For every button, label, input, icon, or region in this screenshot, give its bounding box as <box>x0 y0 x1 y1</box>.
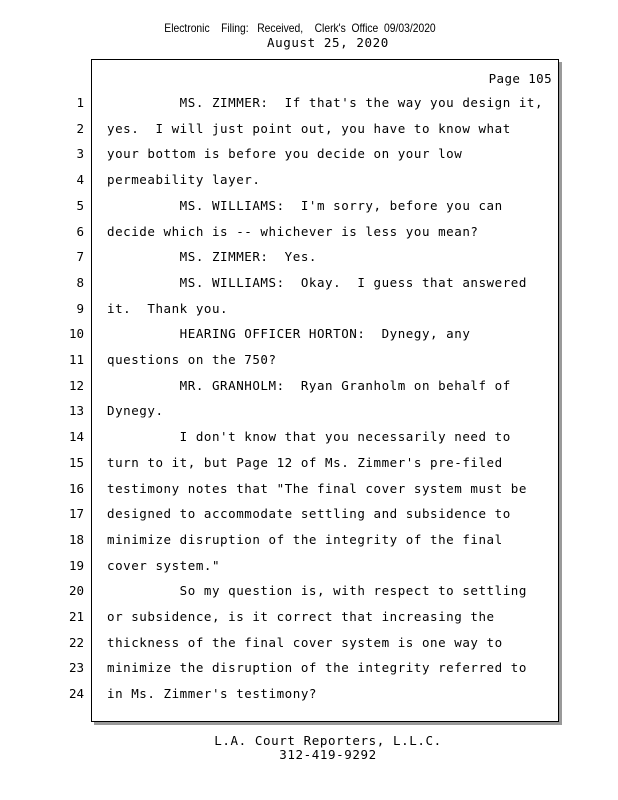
line-text: MS. WILLIAMS: I'm sorry, before you can <box>107 198 503 213</box>
line-text: decide which is -- whichever is less you mean? <box>107 224 479 239</box>
line-number: 21 <box>68 609 84 624</box>
line-text: MS. WILLIAMS: Okay. I guess that answered <box>107 275 527 290</box>
line-text: HEARING OFFICER HORTON: Dynegy, any <box>107 326 471 341</box>
line-number: 14 <box>68 429 84 444</box>
page-number: Page 105 <box>488 71 552 86</box>
line-text: minimize the disruption of the integrity referred to <box>107 660 527 675</box>
line-number: 10 <box>68 326 84 341</box>
filing-stamp: Electronic Filing: Received, Clerk's Office 09/03/2020 <box>164 21 436 35</box>
line-number: 4 <box>76 172 84 187</box>
line-number: 17 <box>68 506 84 521</box>
line-text: thickness of the final cover system is one way to <box>107 635 503 650</box>
line-number: 15 <box>68 455 84 470</box>
line-text: So my question is, with respect to settling <box>107 583 527 598</box>
line-number: 3 <box>76 146 84 161</box>
line-number: 16 <box>68 481 84 496</box>
line-number: 8 <box>76 275 84 290</box>
line-text: designed to accommodate settling and subsidence to <box>107 506 511 521</box>
line-text: MS. ZIMMER: Yes. <box>107 249 317 264</box>
line-number: 19 <box>68 558 84 573</box>
line-text: yes. I will just point out, you have to know what <box>107 121 511 136</box>
reporter-phone: 312-419-9292 <box>279 747 377 762</box>
line-number: 9 <box>76 301 84 316</box>
transcript-date: August 25, 2020 <box>267 35 389 50</box>
line-text: Dynegy. <box>107 403 164 418</box>
line-number: 23 <box>68 660 84 675</box>
line-number: 1 <box>76 95 84 110</box>
line-text: permeability layer. <box>107 172 261 187</box>
line-number: 5 <box>76 198 84 213</box>
line-number: 13 <box>68 403 84 418</box>
line-number: 24 <box>68 686 84 701</box>
line-text: I don't know that you necessarily need to <box>107 429 511 444</box>
line-text: cover system." <box>107 558 221 573</box>
reporter-company: L.A. Court Reporters, L.L.C. <box>214 733 442 748</box>
line-text: or subsidence, is it correct that increasing the <box>107 609 495 624</box>
line-number: 7 <box>76 249 84 264</box>
line-number: 20 <box>68 583 84 598</box>
line-text: testimony notes that "The final cover system must be <box>107 481 527 496</box>
line-text: MR. GRANHOLM: Ryan Granholm on behalf of <box>107 378 511 393</box>
line-number: 18 <box>68 532 84 547</box>
line-text: minimize disruption of the integrity of the final <box>107 532 503 547</box>
line-number: 6 <box>76 224 84 239</box>
line-text: MS. ZIMMER: If that's the way you design it, <box>107 95 544 110</box>
line-number: 12 <box>68 378 84 393</box>
line-text: it. Thank you. <box>107 301 229 316</box>
line-text: your bottom is before you decide on your low <box>107 146 463 161</box>
line-text: in Ms. Zimmer's testimony? <box>107 686 317 701</box>
line-text: questions on the 750? <box>107 352 277 367</box>
line-number: 22 <box>68 635 84 650</box>
line-number: 2 <box>76 121 84 136</box>
line-text: turn to it, but Page 12 of Ms. Zimmer's pre-filed <box>107 455 503 470</box>
line-number: 11 <box>68 352 84 367</box>
